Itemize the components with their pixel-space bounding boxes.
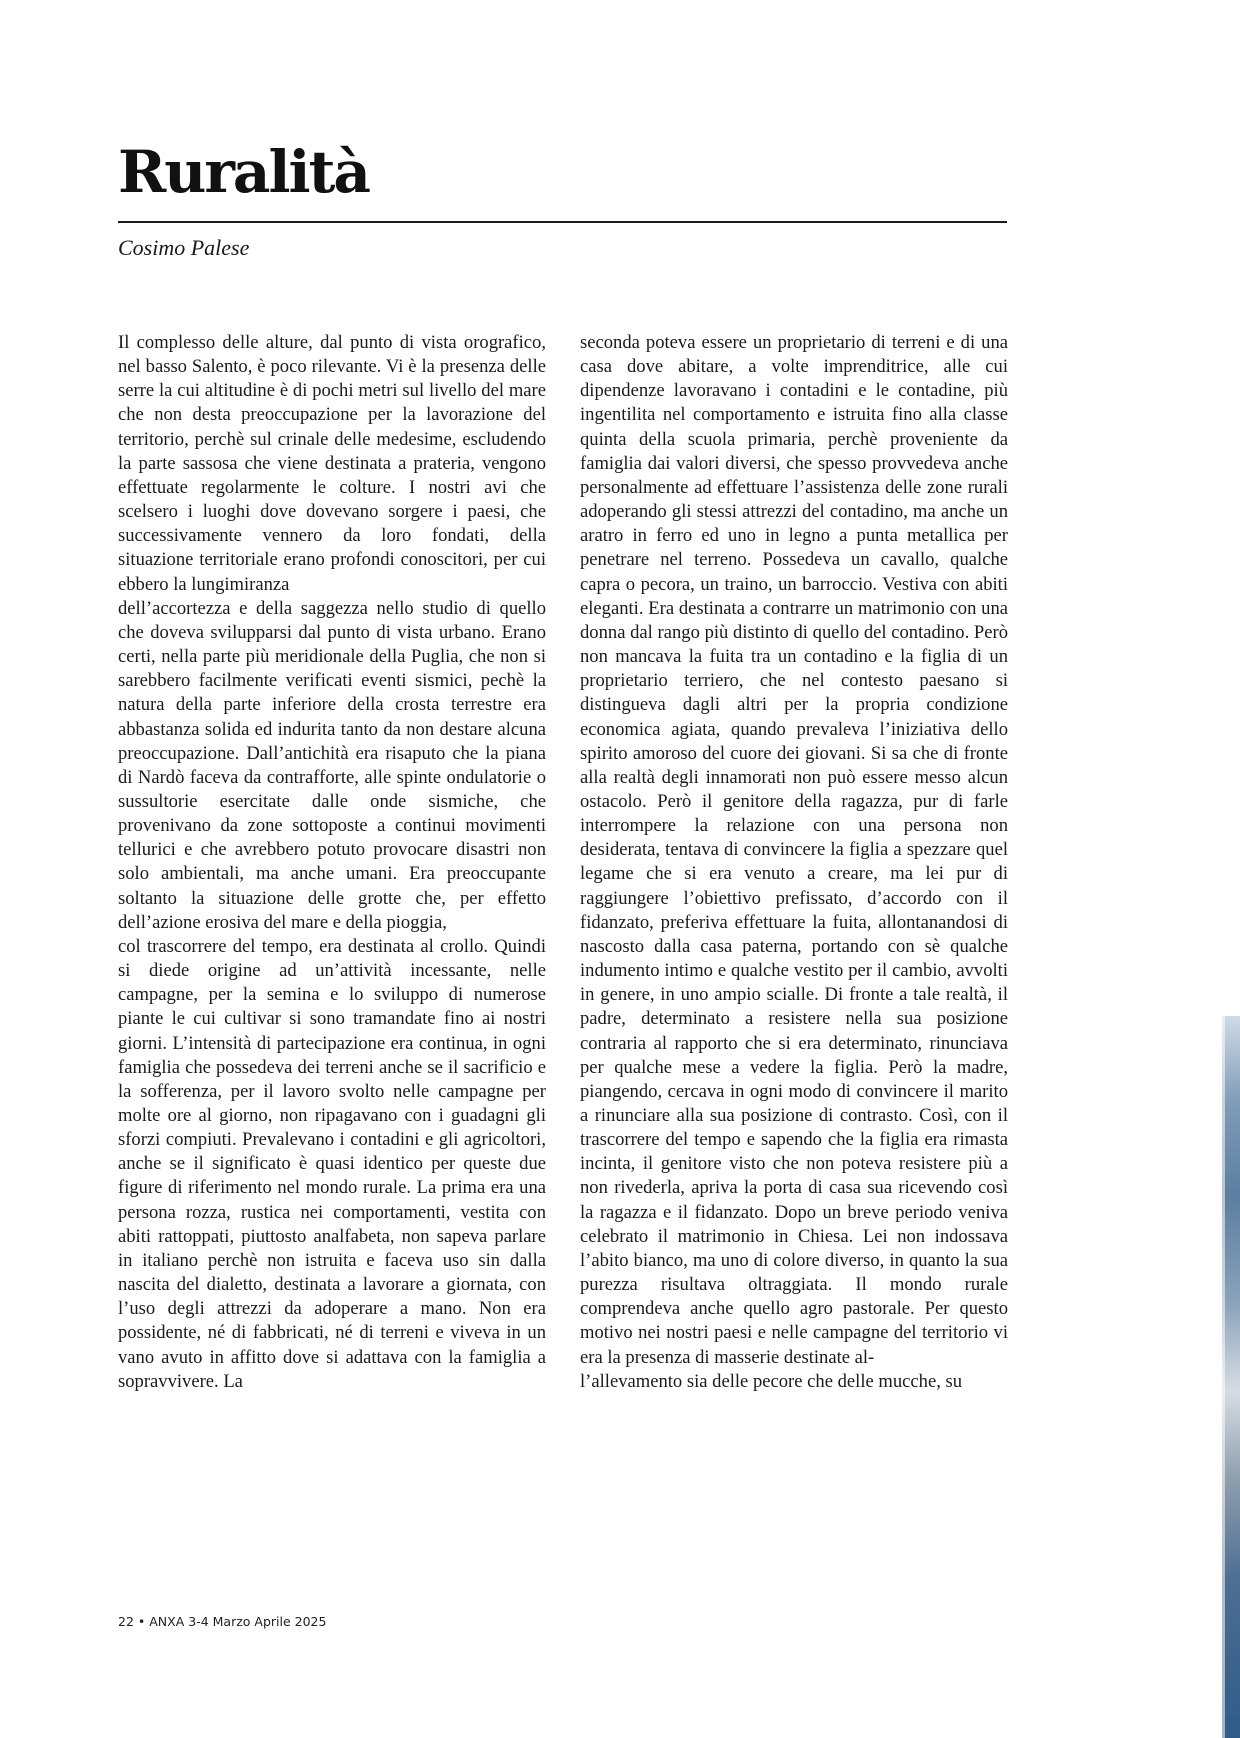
paragraph: l’allevamento sia delle pecore che delle mucche, su: [580, 1370, 963, 1392]
title-divider: [118, 221, 1007, 223]
author-name: Cosimo Palese: [118, 235, 250, 260]
paragraph: dell’accortezza e della saggezza nello studio di quello che doveva svilupparsi dal punto di vista urbano. Erano certi, nella parte più meridionale della Puglia, che non si sarebbero facilmente verificati eventi sismici, pechè la natura della parte inferiore della crosta terrestre era abbastanza solida ed indurita tanto da non destare alcuna preoccupazione. Dall’antichità era risaputo che la piana di Nardò faceva da contrafforte, alle spinte ondulatorie o sussultorie esercitate dalle onde sismiche, che provenivano da zone sottoposte a continui movimenti tellurici e che avrebbero potuto provocare disastri non solo ambientali, ma anche umani. Era preoccupante soltanto la situazione delle grotte che, per effetto dell’azione erosiva del mare e della pioggia,: [118, 597, 546, 933]
edge-photo: [1222, 1016, 1240, 1738]
page-footer: [118, 1613, 326, 1631]
page-number: 22: [118, 1614, 134, 1629]
article-column-right: [580, 331, 1008, 1394]
article-title: Ruralità: [118, 138, 369, 206]
paragraph: Il complesso delle alture, dal punto di vista orografico, nel basso Salento, è poco rilevante. Vi è la presenza delle serre la cui altitudine è di pochi metri sul livello del mare che non desta preoccupazione per la lavorazione del territorio, perchè sul crinale delle medesime, escludendo la parte sassosa che viene destinata a prateria, vengono effettuate regolarmente le colture. I nostri avi che scelsero i luoghi dove dovevano sorgere i paesi, che successivamente vennero da loro fondati, della situazione territoriale erano profondi conoscitori, per cui ebbero la lungimiranza: [118, 332, 546, 595]
article-column-left: [118, 331, 546, 1394]
paragraph: seconda poteva essere un proprietario di terreni e di una casa dove abitare, a volte imprenditrice, alle cui dipendenze lavoravano i contadini e le contadine, più ingentilita nel comportamento e istruita fino alla classe quinta della scuola primaria, perchè proveniente da famiglia dai valori diversi, che spesso provvedeva anche personalmente ad effettuare l’assistenza delle zone rurali adoperando gli stessi attrezzi del contadino, ma anche un aratro in ferro ed uno in legno a punta metallica per penetrare nel terreno. Possedeva un cavallo, qualche capra o pecora, un traino, un barroccio. Vestiva con abiti eleganti. Era destinata a contrarre un matrimonio con una donna dal rango più distinto di quello del contadino. Però non mancava la fuita tra un contadino e la figlia di un proprietario terriero, che nel contesto paesano si distingueva dagli altri per la propria condizione economica agiata, quando prevaleva l’iniziativa dello spirito amoroso del cuore dei giovani. Si sa che di fronte alla realtà degli innamorati non può essere messo alcun ostacolo. Però il genitore della ragazza, pur di farle interrompere la relazione con una persona non desiderata, tentava di convincere la figlia a spezzare quel legame che si era venuto a creare, ma lei pur di raggiungere l’obiettivo prefissato, d’accordo con il fidanzato, preferiva effettuare la fuita, allontanandosi di nascosto dalla casa paterna, portando con sè qualche indumento intimo e qualche vestito per il cambio, avvolti in genere, in uno ampio scialle. Di fronte a tale realtà, il padre, determinato a resistere nella sua posizione contraria al rapporto che si era determinato, rinunciava per qualche mese a vedere la figlia. Però la madre, piangendo, cercava in ogni modo di convincere il marito a rinunciare alla sua posizione di contrasto. Così, con il trascorrere del tempo e sapendo che la figlia era rimasta incinta, il genitore visto che non poteva resistere più a non rivederla, apriva la porta di casa sua ricevendo così la ragazza e il fidanzato. Dopo un breve periodo veniva celebrato il matrimonio in Chiesa. Lei non indossava l’abito bianco, ma uno di colore diverso, in quanto la sua purezza risultava oltraggiata. Il mondo rurale comprendeva anche quello agro pastorale. Per questo motivo nei nostri paesi e nelle campagne del territorio vi era la presenza di masserie destinate al-: [580, 332, 1008, 1368]
publication-info: ANXA 3-4 Marzo Aprile 2025: [149, 1614, 327, 1629]
paragraph: col trascorrere del tempo, era destinata al crollo. Quindi si diede origine ad un’attività incessante, nelle campagne, per la semina e lo sviluppo di numerose piante le cui cultivar si sono tramandate fino ai nostri giorni. L’intensità di partecipazione era continua, in ogni famiglia che possedeva dei terreni anche se il sacrificio e la sofferenza, per il lavoro svolto nelle campagne per molte ore al giorno, non ripagavano con i guadagni gli sforzi compiuti. Prevalevano i contadini e gli agricoltori, anche se il significato è quasi identico per queste due figure di riferimento nel mondo rurale. La prima era una persona rozza, rustica nei comportamenti, vestita con abiti rattoppati, piuttosto analfabeta, non sapeva parlare in italiano perchè non istruita e faceva uso sin dalla nascita del dialetto, destinata a lavorare a giornata, con l’uso degli attrezzi da adoperare a mano. Non era possidente, né di fabbricati, né di terreni e viveva in un vano avuto in affitto dove si adattava con la famiglia a sopravvivere. La: [118, 935, 546, 1392]
footer-separator: •: [137, 1614, 146, 1629]
